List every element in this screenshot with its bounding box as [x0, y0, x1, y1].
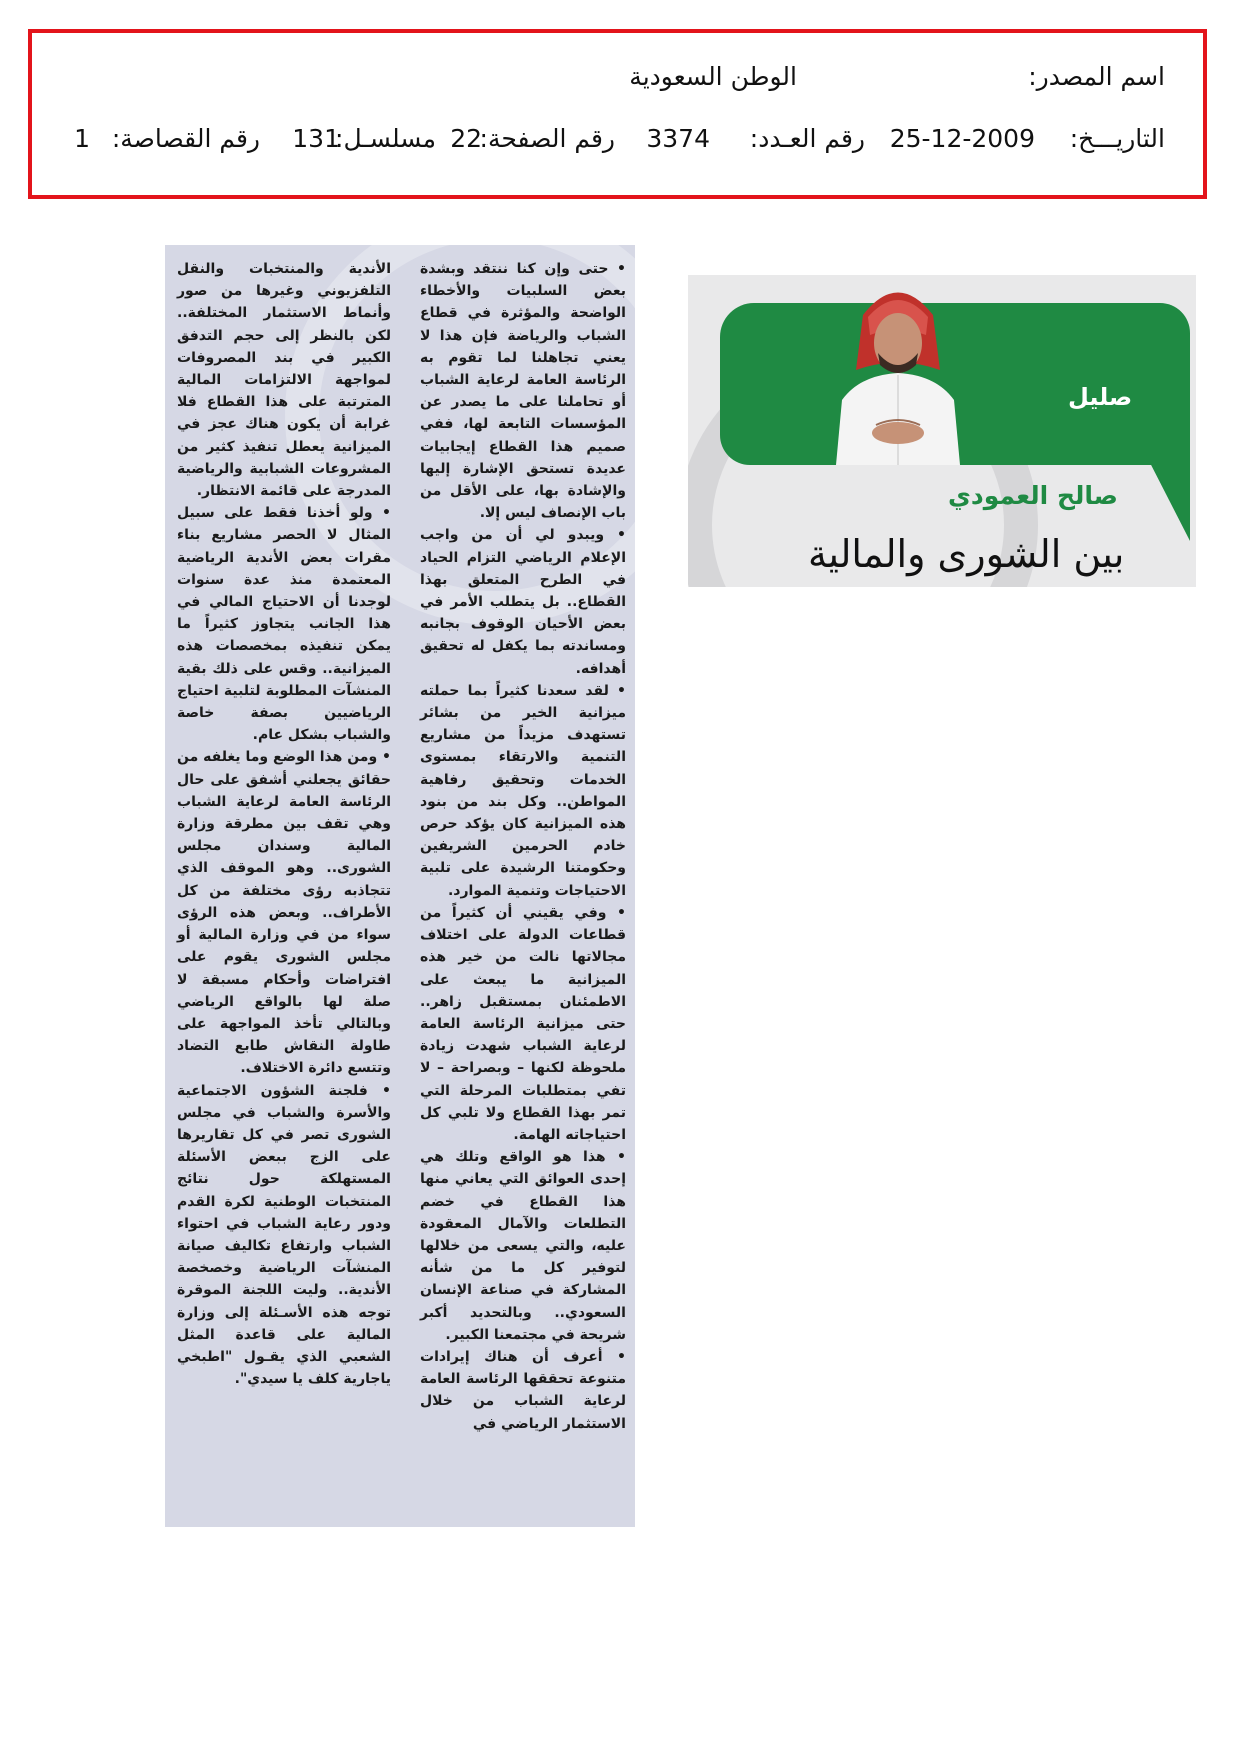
clip-value: 1: [74, 124, 90, 153]
page-label: رقم الصفحة:: [479, 124, 615, 153]
author-photo: [808, 275, 988, 465]
serial-value: 131: [292, 124, 340, 153]
banner-tail: [1146, 455, 1190, 541]
source-label: اسم المصدر:: [1028, 62, 1165, 91]
paragraph: • أعرف أن هناك إيرادات متنوعة تحققها الرئاسة العامة لرعاية الشباب من خلال الاستثمار الرياضي في: [420, 1348, 626, 1432]
paragraph: • فلجنة الشؤون الاجتماعية والأسرة والشباب في مجلس الشورى تصر في كل تقاريرها على الزج ببعض الأسئلة المستهلكة حول نتائج المنتخبات الوطنية لكرة القدم ودور رعاية الشباب في احتواء الشباب وارتفاع تكاليف صيانة المنشآت الرياضية وخصخصة الأندية.. وليت اللجنة الموقرة توجه هذه الأسـئلة إلى وزارة المالية على قاعدة المثل الشعبي الذي يقـول "اطبخي ياجارية كلف يا سيدي".: [177, 1082, 391, 1388]
date-value: 25-12-2009: [889, 124, 1035, 153]
clip-label: رقم القصاصة:: [111, 124, 260, 153]
source-value: الوطن السعودية: [629, 62, 797, 91]
paragraph: الأندية والمنتخبات والنقل التلفزيوني وغيرها من صور وأنماط الاستثمار المختلفة.. لكن بالنظر إلى حجم التدفق الكبير في بند المصروفات لمواجهة الالتزامات المالية المترتبة على هذا القطاع فلا غرابة أن يكون هناك عجز في الميزانية يعطل تنفيذ كثير من المشروعات الشبابية والرياضية المدرجة على قائمة الانتظار.: [177, 261, 391, 500]
date-label: التاريـــخ:: [1069, 124, 1165, 153]
clipping-metadata-box: [28, 29, 1207, 199]
paragraph: • ويبدو لي أن من واجب الإعلام الرياضي التزام الحياد في الطرح المتعلق بهذا القطاع.. بل يتطلب الأمر في بعض الأحيان الوقوف بجانبه ومساندته بما يكفل له تحقيق أهدافه.: [420, 527, 626, 677]
column-header-graphic: [688, 275, 1196, 587]
article-headline: بين الشورى والمالية: [808, 532, 1125, 576]
paragraph: • لقد سعدنا كثيراً بما حملته ميزانية الخير من بشائر تستهدف مزيداً من مشاريع التنمية والارتقاء بمستوى الخدمات وتحقيق رفاهية المواطن.. وكل بند من بنود هذه الميزانية كان يؤكد حرص خادم الحرمين الشريفين وحكومتنا الرشيدة على تلبية الاحتياجات وتنمية الموارد.: [420, 682, 626, 899]
serial-label: مسلسـل:: [335, 124, 436, 153]
paragraph: • حتى وإن كنا ننتقد وبشدة بعض السلبيات والأخطاء الواضحة والمؤثرة في قطاع الشباب والرياضة فإن هذا لا يعني تجاهلنا لما تقوم به الرئاسة العامة لرعاية الشباب أو تحاملنا على ما يصدر عن المؤسسات التابعة لها، ففي صميم هذا القطاع إيجابيات عديدة تستحق الإشارة إليها والإشادة بها، على الأقل من باب الإنصاف ليس إلا.: [420, 261, 626, 522]
author-name: صالح العمودي: [948, 481, 1118, 510]
issue-value: 3374: [646, 124, 710, 153]
paragraph: • هذا هو الواقع وتلك هي إحدى العوائق التي يعاني منها هذا القطاع في خضم التطلعات والآمال المعقودة عليه، والتي يسعى من خلالها لتوفير كل ما من شأنه المشاركة في صناعة الإنسان السعودي.. وبالتحديد أكبر شريحة في مجتمعنا الكبير.: [420, 1149, 626, 1343]
issue-label: رقم العـدد:: [749, 124, 865, 153]
article-column-left: [177, 258, 391, 1390]
paragraph: • ولو أخذنا فقط على سبيل المثال لا الحصر مشاريع بناء مقرات بعض الأندية الرياضية المعتمدة منذ عدة سنوات لوجدنا أن الاحتياج المالي في هذا الجانب يتجاوز كثيراً ما يمكن تنفيذه بمخصصات هذه الميزانية.. وقس على ذلك بقية المنشآت المطلوبة لتلبية احتياج الرياضيين بصفة خاصة والشباب بشكل عام.: [177, 505, 391, 744]
paragraph: • وفي يقيني أن كثيراً من قطاعات الدولة على اختلاف مجالاتها نالت من خير هذه الميزانية ما يبعث على الاطمئنان بمستقبل زاهر.. حتى ميزانية الرئاسة العامة لرعاية الشباب شهدت زيادة ملحوظة لكنها – وبصراحة – لا تفي بمتطلبات المرحلة التي تمر بهذا القطاع ولا تلبي كل احتياجاته الهامة.: [420, 904, 626, 1143]
column-name: صليل: [1068, 383, 1133, 411]
article-column-right: [420, 258, 626, 1435]
page-value: 22: [450, 124, 482, 153]
paragraph: • ومن هذا الوضع وما يغلفه من حقائق يجعلني أشفق على حال الرئاسة العامة لرعاية الشباب وهي تقف بين مطرقة وزارة المالية وسندان مجلس الشورى.. وهو الموقف الذي تتجاذبه رؤى مختلفة من كل الأطراف.. وبعض هذه الرؤى سواء من في وزارة المالية أو مجلس الشورى يقوم على افتراضات وأحكام مسبقة لا صلة لها بالواقع الرياضي وبالتالي تأخذ المواجهة على طاولة النقاش طابع التضاد وتتسع دائرة الاختلاف.: [176, 749, 391, 1077]
